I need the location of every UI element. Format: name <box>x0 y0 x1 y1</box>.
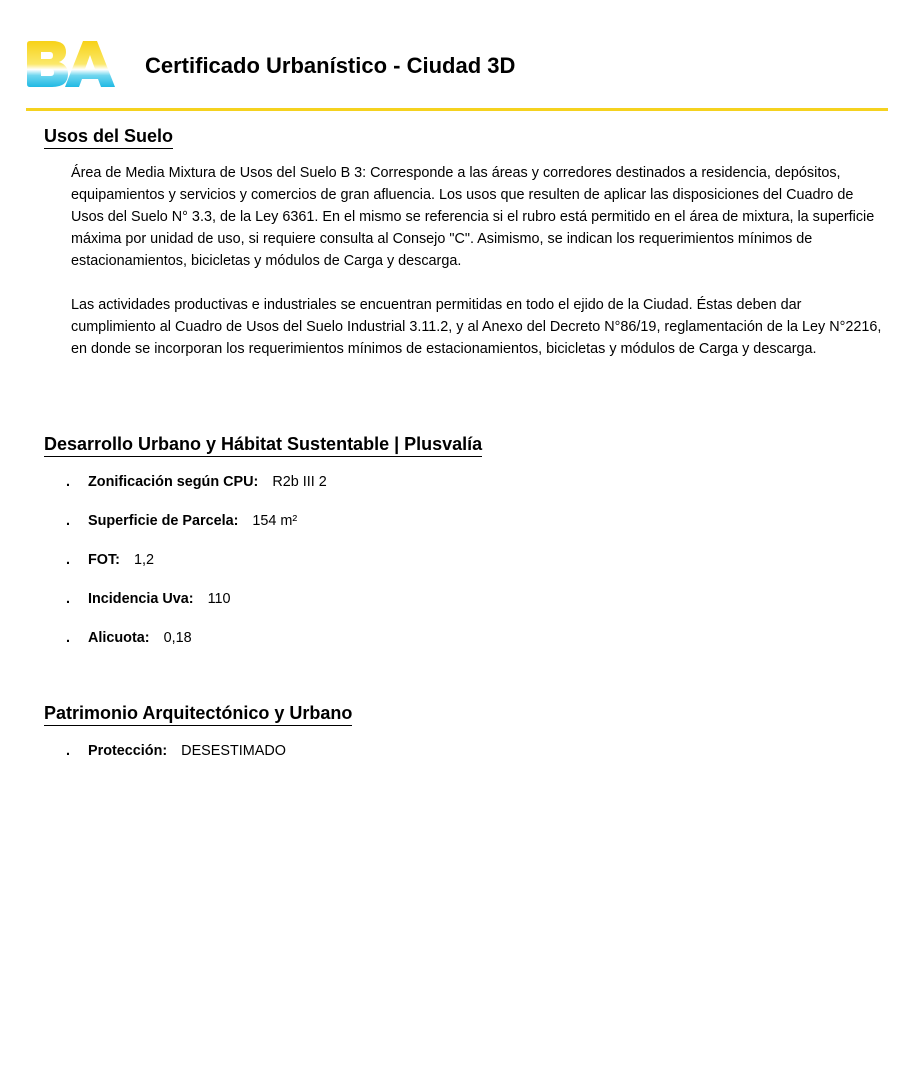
document-title: Certificado Urbanístico - Ciudad 3D <box>145 53 516 78</box>
bullet: . <box>66 591 70 607</box>
bullet: . <box>66 630 70 646</box>
attribute-label: Protección: <box>88 743 168 759</box>
list-item <box>44 510 884 549</box>
desarrollo-attribute-list <box>44 471 884 666</box>
header-divider <box>26 108 888 111</box>
list-item <box>44 627 884 666</box>
attribute-value: 110 <box>207 591 231 607</box>
section-heading: Desarrollo Urbano y Hábitat Sustentable | Plusvalía <box>44 434 482 457</box>
list-item <box>44 740 884 779</box>
section-heading: Patrimonio Arquitectónico y Urbano <box>44 703 352 726</box>
attribute-label: Incidencia Uva: <box>88 591 194 607</box>
usos-paragraph: Área de Media Mixtura de Usos del Suelo B 3: Corresponde a las áreas y corredores destinados a residencia, depósitos, equipamientos y servicios y comercios de gran afluencia. Los usos que resulten de aplicar las disposiciones del Cuadro de Usos del Suelo N° 3.3, de la Ley 6361. En el mismo se referencia si el rubro está permitido en el área de mixtura, la superficie máxima por unidad de uso, si requiere consulta al Consejo "C". Asimismo, se indican los requerimientos mínimos de estacionamientos, bicicletas y módulos de Carga y descarga. <box>71 165 875 269</box>
section-usos-del-suelo <box>44 126 884 360</box>
attribute-label: FOT: <box>88 552 120 568</box>
bullet: . <box>66 552 70 568</box>
attribute-value: 0,18 <box>163 630 192 646</box>
patrimonio-attribute-list <box>44 740 884 779</box>
section-heading: Usos del Suelo <box>44 126 173 149</box>
actividades-paragraph: Las actividades productivas e industriales se encuentran permitidas en todo el ejido de la Ciudad. Éstas deben dar cumplimiento al Cuadro de Usos del Suelo Industrial 3.11.2, y al Anexo del Decreto N°86/19, reglamentación de la Ley N°2216, en donde se incorporan los requerimientos mínimos de estacionamientos, bicicletas y módulos de Carga y descarga. <box>71 297 882 357</box>
attribute-value: 1,2 <box>133 552 154 568</box>
attribute-label: Superficie de Parcela: <box>88 513 239 529</box>
attribute-value: 154 m² <box>252 513 298 529</box>
ba-logo <box>26 38 116 90</box>
attribute-label: Alicuota: <box>88 630 150 646</box>
bullet: . <box>66 743 70 759</box>
list-item <box>44 471 884 510</box>
list-item <box>44 588 884 627</box>
document-header <box>26 36 888 108</box>
section-desarrollo-urbano <box>44 434 884 666</box>
attribute-label: Zonificación según CPU: <box>88 474 259 490</box>
attribute-value: R2b III 2 <box>272 474 327 490</box>
section-patrimonio <box>44 703 884 779</box>
attribute-value: DESESTIMADO <box>181 743 286 759</box>
bullet: . <box>66 513 70 529</box>
list-item <box>44 549 884 588</box>
bullet: . <box>66 474 70 490</box>
